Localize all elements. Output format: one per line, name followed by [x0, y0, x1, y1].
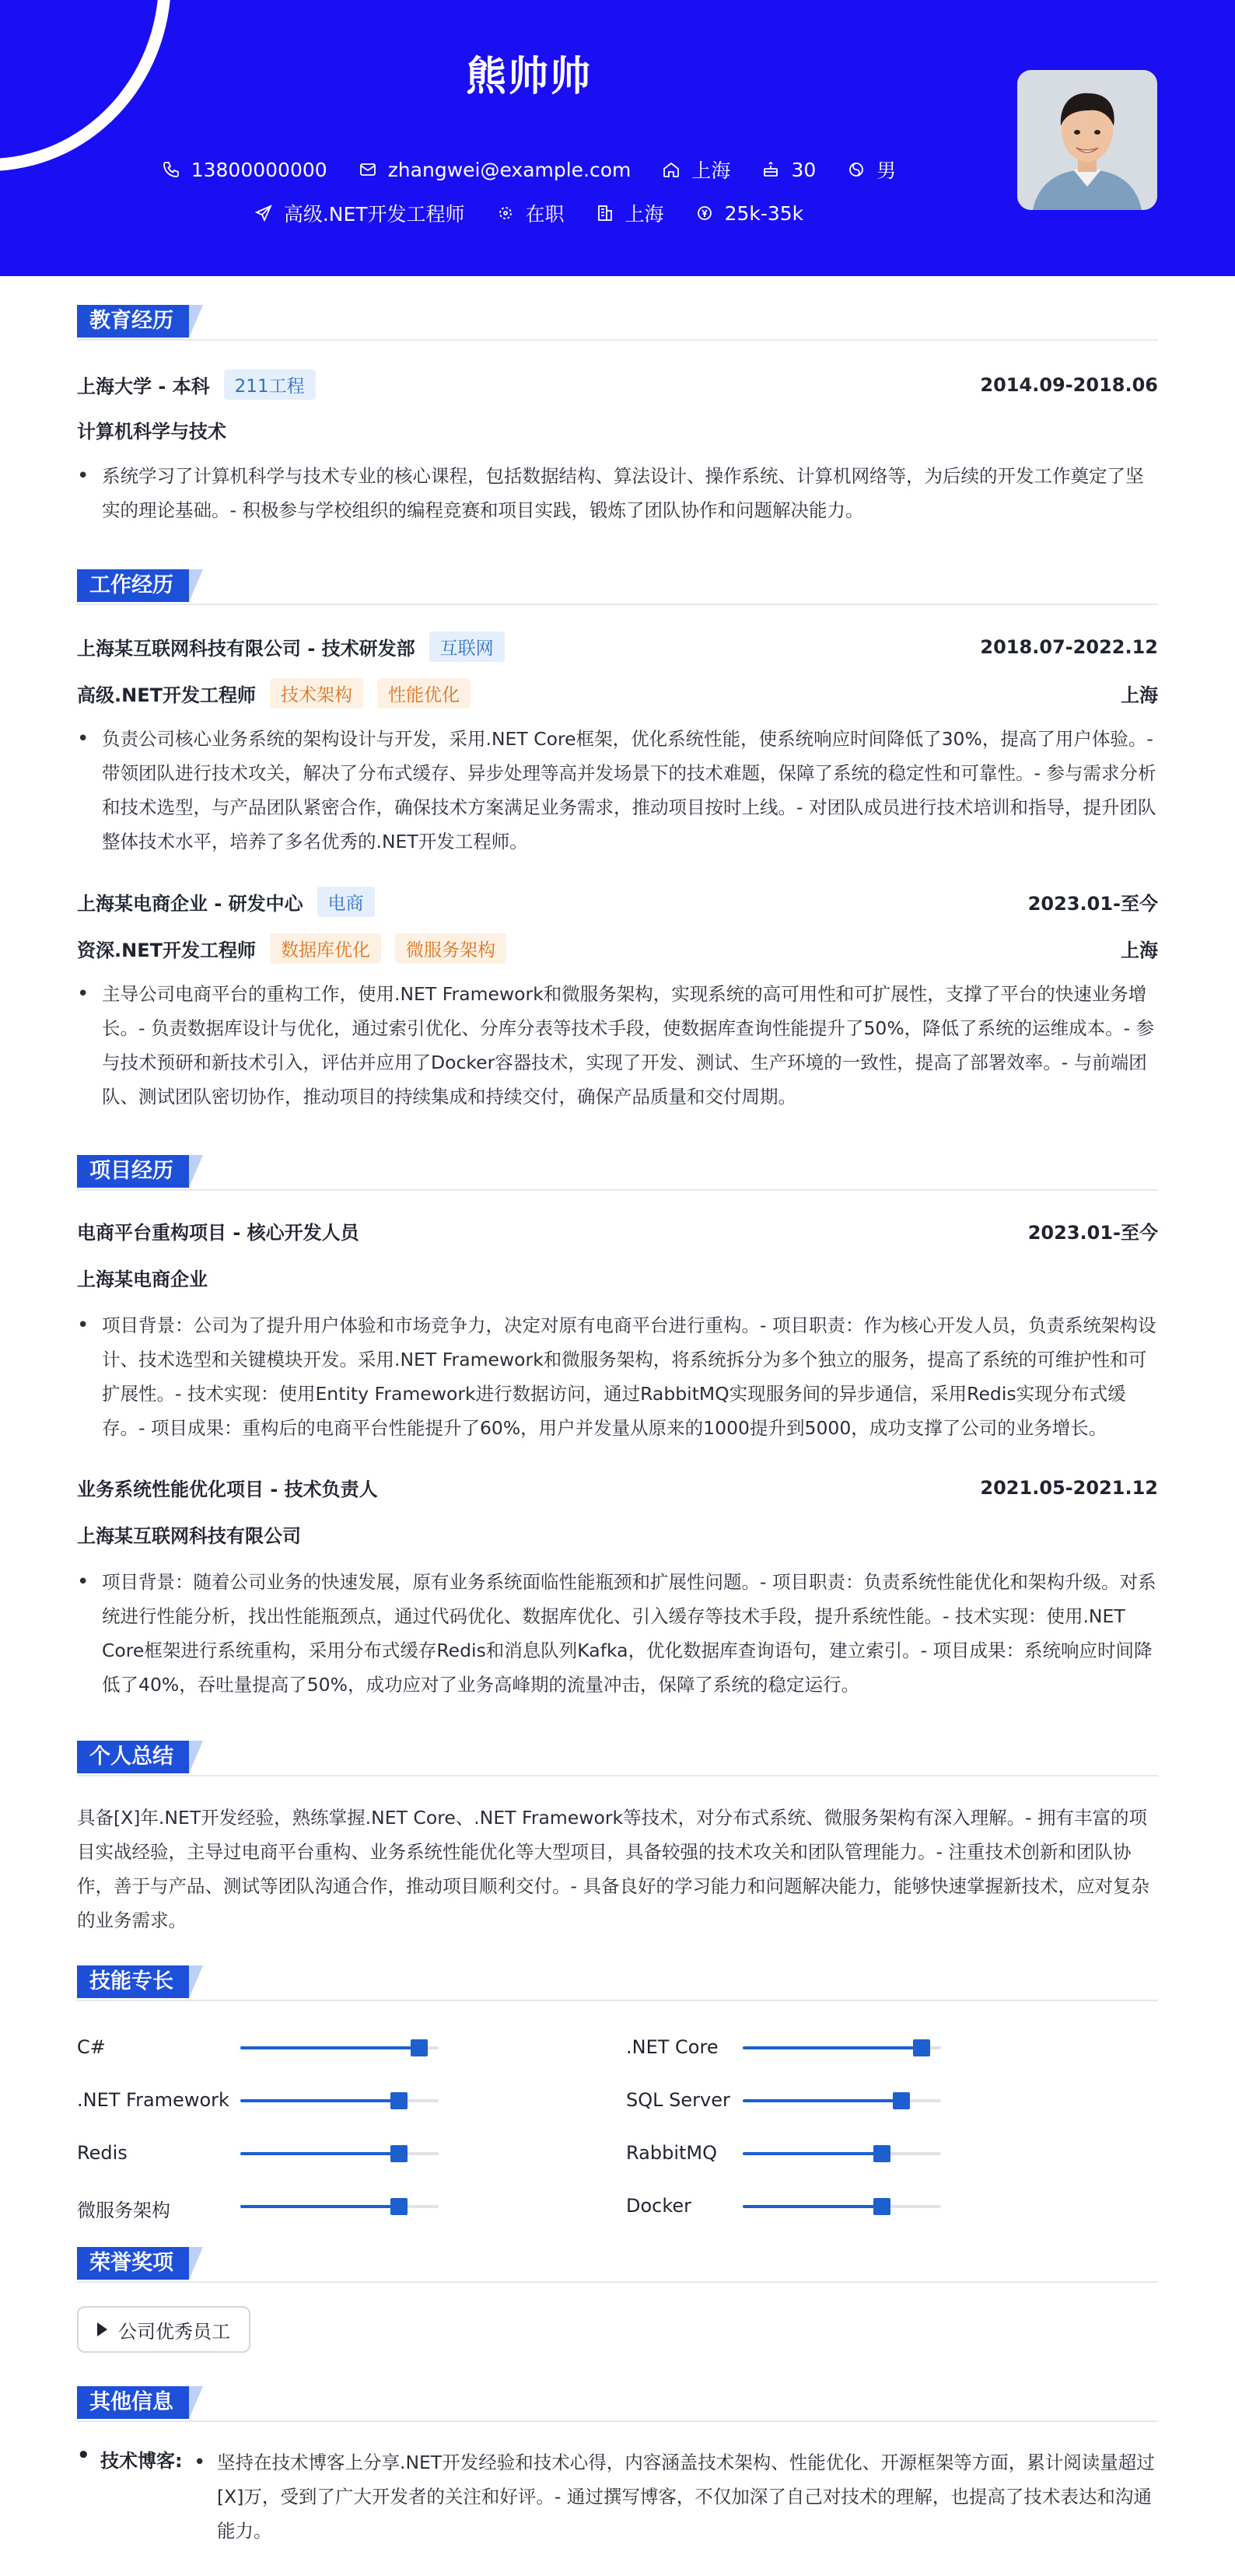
skill-item [626, 2032, 941, 2063]
city-text: 上海 [691, 159, 731, 182]
skill-name: C# [77, 2036, 106, 2058]
work-city-text: 上海 [624, 203, 664, 226]
project-company: 上海某电商企业 [77, 1269, 208, 1290]
work-location: 上海 [1121, 684, 1158, 706]
contact-row [0, 156, 1058, 184]
skill-level-fill [240, 2152, 399, 2155]
skill-tag: 性能优化 [377, 678, 471, 709]
gender-text: 男 [876, 159, 897, 182]
job-role: 资深.NET开发工程师 [77, 940, 256, 961]
skill-name: Docker [626, 2195, 692, 2217]
section-divider [77, 2000, 1158, 2001]
skill-level-handle [893, 2092, 910, 2109]
section-divider [77, 1189, 1158, 1191]
section-divider [77, 2281, 1158, 2283]
section-title: 项目经历 [77, 1155, 189, 1188]
caret-right-icon [97, 2322, 107, 2336]
other-section-header [77, 2386, 1158, 2422]
section-title: 其他信息 [77, 2386, 189, 2419]
section-title: 教育经历 [77, 305, 189, 338]
project-header [77, 1217, 1158, 1244]
status-item [496, 199, 565, 227]
salary-icon [695, 204, 714, 222]
skill-level-track [240, 2152, 439, 2155]
school-name: 上海大学 - 本科 [77, 376, 210, 397]
work-role-row [77, 678, 1158, 709]
section-divider [77, 604, 1158, 605]
project-date: 2023.01-至今 [1027, 1222, 1158, 1244]
skill-level-handle [873, 2198, 890, 2215]
age-text: 30 [791, 158, 817, 181]
project-company-row [77, 1521, 1158, 1548]
work-description: • 负责公司核心业务系统的架构设计与开发，采用.NET Core框架，优化系统性能，使系统响应时间降低了30%，提高了用户体验。- 带领团队进行技术攻关，解决了分布式缓存、异步处理等高并发场景下的技术难题，保障了系统的稳定性和可靠性。- 参与需求分析和技术选型，与产品团队紧密合作，确保技术方案满足业务需求，推动项目按时上线。- 对团队成员进行技术培训和指导，提升团队整体技术水平，培养了多名优秀的.NET开发工程师。 [77, 722, 1158, 859]
skill-level-handle [390, 2198, 408, 2215]
other-info-key: • 技术博客: [77, 2445, 183, 2473]
company-name: 上海某电商企业 - 研发中心 [77, 893, 303, 915]
skill-tag: 微服务架构 [395, 933, 506, 964]
work-section-header [77, 569, 1158, 605]
status-icon [496, 204, 515, 222]
work-location: 上海 [1121, 940, 1158, 961]
mail-icon [359, 160, 377, 179]
other-info-value: • 坚持在技术博客上分享.NET开发经验和技术心得，内容涵盖技术架构、性能优化、开源框架等方面，累计阅读量超过[X]万，受到了广大开发者的关注和好评。- 通过撰写博客，不仅加深了自己对技术的理解，也提高了技术表达和沟通能力。 [194, 2445, 1158, 2548]
school-tag: 211工程 [224, 369, 316, 400]
summary-section-header [77, 1741, 1158, 1776]
skill-name: .NET Core [626, 2036, 719, 2058]
project-company: 上海某互联网科技有限公司 [77, 1525, 301, 1547]
phone-item [162, 159, 327, 181]
skill-level-fill [240, 2205, 399, 2208]
education-row [77, 369, 1158, 400]
section-title: 工作经历 [77, 569, 189, 602]
project-header [77, 1474, 1158, 1501]
project-company-row [77, 1264, 1158, 1291]
skill-item [77, 2190, 439, 2221]
skill-item [626, 2190, 941, 2221]
phone-icon [162, 160, 180, 179]
skill-name: RabbitMQ [626, 2142, 717, 2164]
resume-header [0, 0, 1235, 276]
skill-level-track [240, 2099, 439, 2102]
project-description: • 项目背景：公司为了提升用户体验和市场竞争力，决定对原有电商平台进行重构。- 项目职责：作为核心开发人员，负责系统架构设计、技术选型和关键模块开发。采用.NET Framework和微服务架构，将系统拆分为多个独立的服务，提高了系统的可维护性和可扩展性。- 技术实现：使用Entity Framework进行数据访问，通过RabbitMQ实现服务间的异步通信，采用Redis实现分布式缓存。- 项目成果：重构后的电商平台性能提升了60%，用户并发量从原来的1000提升到5000，成功支撑了公司的业务增长。 [77, 1308, 1158, 1445]
major-row [77, 416, 1158, 443]
skill-level-track [743, 2046, 941, 2049]
job-intent-row [0, 199, 1058, 227]
send-icon [254, 204, 273, 222]
skill-level-track [240, 2046, 439, 2049]
skill-level-handle [873, 2145, 890, 2162]
gender-item [847, 156, 896, 184]
project-title: 电商平台重构项目 - 核心开发人员 [77, 1222, 359, 1244]
skill-name: .NET Framework [77, 2089, 229, 2111]
skill-level-handle [390, 2145, 408, 2162]
section-title: 荣誉奖项 [77, 2247, 189, 2280]
position-item [254, 199, 465, 227]
home-icon [662, 160, 680, 179]
skill-level-fill [743, 2152, 882, 2155]
section-title: 技能专长 [77, 1965, 189, 1998]
skill-level-track [743, 2205, 941, 2208]
work-entry-header [77, 632, 1158, 662]
skill-item [77, 2084, 439, 2116]
company-name: 上海某互联网科技有限公司 - 技术研发部 [77, 638, 415, 660]
project-date: 2021.05-2021.12 [980, 1476, 1158, 1499]
portrait-image [1017, 70, 1157, 210]
skill-level-track [743, 2099, 941, 2102]
age-item [761, 159, 816, 181]
work-city-item [596, 199, 664, 227]
skill-level-handle [913, 2039, 930, 2056]
skill-name: Redis [77, 2142, 128, 2164]
work-date: 2023.01-至今 [1027, 893, 1158, 915]
section-divider [77, 1775, 1158, 1776]
position-text: 高级.NET开发工程师 [283, 203, 465, 226]
industry-tag: 电商 [317, 887, 375, 917]
section-title: 个人总结 [77, 1741, 189, 1773]
skill-level-track [240, 2205, 439, 2208]
education-section-header [77, 305, 1158, 341]
skill-level-fill [743, 2205, 882, 2208]
email-text: zhangwei@example.com [387, 158, 631, 181]
work-date: 2018.07-2022.12 [980, 635, 1158, 658]
skill-tag: 技术架构 [270, 678, 363, 709]
project-title: 业务系统性能优化项目 - 技术负责人 [77, 1479, 378, 1500]
skill-item [77, 2137, 439, 2168]
skill-level-handle [411, 2039, 428, 2056]
skill-level-fill [240, 2046, 419, 2049]
profile-photo [1017, 70, 1157, 210]
gender-icon [847, 160, 866, 179]
education-date: 2014.09-2018.06 [980, 373, 1158, 396]
skill-level-fill [743, 2046, 922, 2049]
education-description: • 系统学习了计算机科学与技术专业的核心课程，包括数据结构、算法设计、操作系统、计算机网络等，为后续的开发工作奠定了坚实的理论基础。- 积极参与学校组织的编程竞赛和项目实践，锻炼了团队协作和问题解决能力。 [77, 459, 1158, 527]
awards-section-header [77, 2247, 1158, 2283]
cake-icon [761, 160, 780, 179]
work-role-row [77, 933, 1158, 964]
skills-section-header [77, 1965, 1158, 2001]
job-role: 高级.NET开发工程师 [77, 684, 256, 706]
award-label: 公司优秀员工 [118, 2320, 230, 2343]
projects-section-header [77, 1155, 1158, 1191]
skill-level-track [743, 2152, 941, 2155]
status-text: 在职 [525, 203, 565, 226]
skill-item [626, 2084, 941, 2116]
skill-level-fill [240, 2099, 399, 2102]
skill-item [626, 2137, 941, 2168]
skill-name: 微服务架构 [77, 2200, 170, 2221]
award-toggle-button[interactable] [77, 2306, 250, 2353]
summary-text: 具备[X]年.NET开发经验，熟练掌握.NET Core、.NET Framework等技术，对分布式系统、微服务架构有深入理解。- 拥有丰富的项目实战经验，主导过电商平台重构、业务系统性能优化等大型项目，具备较强的技术攻关和团队管理能力。- 注重技术创新和团队协作，善于与产品、测试等团队沟通合作，推动项目顺利交付。- 具备良好的学习能力和问题解决能力，能够快速掌握新技术，应对复杂的业务需求。 [77, 1807, 1149, 1931]
building-icon [596, 204, 614, 222]
industry-tag: 互联网 [429, 632, 505, 662]
city-item [662, 156, 730, 184]
work-description: • 主导公司电商平台的重构工作，使用.NET Framework和微服务架构，实现系统的高可用性和可扩展性，支撑了平台的快速业务增长。- 负责数据库设计与优化，通过索引优化、分库分表等技术手段，使数据库查询性能提升了50%，降低了系统的运维成本。- 参与技术预研和新技术引入，评估并应用了Docker容器技术，实现了开发、测试、生产环境的一致性，提高了部署效率。- 与前端团队、测试团队密切协作，推动项目的持续集成和持续交付，确保产品质量和交付周期。 [77, 977, 1158, 1114]
major-name: 计算机科学与技术 [77, 421, 226, 443]
salary-text: 25k-35k [724, 201, 804, 225]
skill-item [77, 2032, 439, 2063]
skill-tag: 数据库优化 [270, 933, 381, 964]
section-divider [77, 2420, 1158, 2422]
salary-item [695, 202, 804, 225]
skill-level-handle [390, 2092, 408, 2109]
project-description: • 项目背景：随着公司业务的快速发展，原有业务系统面临性能瓶颈和扩展性问题。- 项目职责：负责系统性能优化和架构升级。对系统进行性能分析，找出性能瓶颈点，通过代码优化、数据库优化、引入缓存等技术手段，提升系统性能。- 技术实现：使用.NET Core框架进行系统重构，采用分布式缓存Redis和消息队列Kafka，优化数据库查询语句，建立索引。- 项目成果：系统响应时间降低了40%，吞吐量提高了50%，成功应对了业务高峰期的流量冲击，保障了系统的稳定运行。 [77, 1565, 1158, 1702]
work-entry-header [77, 887, 1158, 917]
section-divider [77, 339, 1158, 341]
candidate-name: 熊帅帅 [465, 54, 592, 100]
email-item [359, 159, 631, 181]
phone-text: 13800000000 [191, 158, 327, 181]
skill-level-fill [743, 2099, 901, 2102]
skill-name: SQL Server [626, 2089, 730, 2111]
